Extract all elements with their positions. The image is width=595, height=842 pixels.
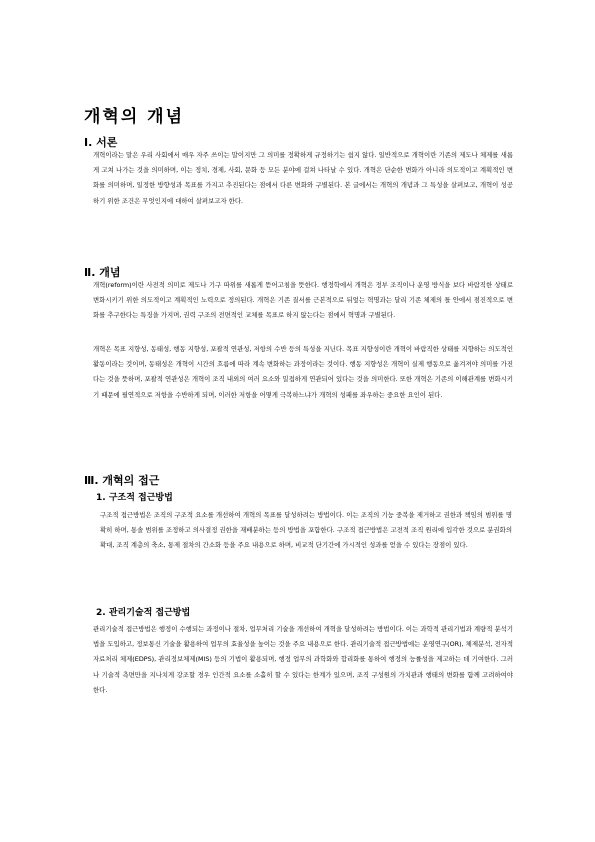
concept-paragraph-1: 개혁(reform)이란 사전적 의미로 제도나 기구 따위를 새롭게 뜯어고침을 뜻한다. 행정학에서 개혁은 정부 조직이나 운영 방식을 보다 바람직한 상태로 변화시키기 위한 의도적이고 계획적인 노력으로 정의된다. 개혁은 기존 질서를 근본적으로 뒤엎는 혁명과는 달리 기존 체제의 틀 안에서 점진적으로 변화를 추구한다는 특징을 가지며, 권력 구조의 전면적인 교체를 목표로 하지 않는다는 점에서 혁명과 구별된다. [93,281,513,320]
section-heading-introduction: Ⅰ. 서론 [84,136,118,149]
subsection-heading-managerial: 2. 관리기술적 접근방법 [96,608,191,618]
managerial-approach-paragraph: 관리기술적 접근방법은 행정이 수행되는 과정이나 절차, 업무처리 기술을 개선하여 개혁을 달성하려는 방법이다. 이는 과학적 관리기법과 계량적 분석기법을 도입하고, 정보통신 기술을 활용하여 업무의 효율성을 높이는 것을 주요 내용으로 한다. 관리기술적 접근방법에는 운영연구(OR), 체제분석, 전자적 자료처리 체제(EDPS), 관리정보체제(MIS) 등의 기법이 활용되며, 행정 업무의 과학화와 합리화를 통하여 행정의 능률성을 제고하는 데 기여한다. 그러나 기술적 측면만을 지나치게 강조할 경우 인간적 요소를 소홀히 할 수 있다는 한계가 있으며, 조직 구성원의 가치관과 행태의 변화를 함께 고려하여야 한다. [93,625,513,694]
section-heading-concept: Ⅱ. 개념 [84,266,121,279]
subsection-heading-structural: 1. 구조적 접근방법 [96,493,173,503]
introduction-paragraph: 개혁이라는 말은 우리 사회에서 매우 자주 쓰이는 말이지만 그 의미를 정확하게 규정하기는 쉽지 않다. 일반적으로 개혁이란 기존의 제도나 체제를 새롭게 고쳐 나가는 것을 의미하며, 이는 정치, 경제, 사회, 문화 등 모든 분야에 걸쳐 나타날 수 있다. 개혁은 단순한 변화가 아니라 의도적이고 계획적인 변화를 의미하며, 일정한 방향성과 목표를 가지고 추진된다는 점에서 다른 변화와 구별된다. 본 글에서는 개혁의 개념과 그 특성을 살펴보고, 개혁이 성공하기 위한 조건은 무엇인지에 대하여 살펴보고자 한다. [93,151,513,205]
section-heading-approach: Ⅲ. 개혁의 접근 [84,474,160,487]
structural-approach-paragraph: 구조적 접근방법은 조직의 구조적 요소를 개선하여 개혁의 목표를 달성하려는 방법이다. 이는 조직의 기능 중복을 제거하고 권한과 책임의 범위를 명확히 하며, 통솔 범위를 조정하고 의사결정 권한을 재배분하는 등의 방법을 포함한다. 구조적 접근방법은 고전적 조직 원리에 입각한 것으로 분권화의 확대, 조직 계층의 축소, 통제 절차의 간소화 등을 주요 내용으로 하며, 비교적 단기간에 가시적인 성과를 얻을 수 있다는 장점이 있다. [100,511,512,550]
document-title: 개혁의 개념 [84,107,185,127]
concept-paragraph-2: 개혁은 목표 지향성, 동태성, 행동 지향성, 포괄적 연관성, 저항의 수반 등의 특성을 지닌다. 목표 지향성이란 개혁이 바람직한 상태를 지향하는 의도적인 활동이라는 것이며, 동태성은 개혁이 시간의 흐름에 따라 계속 변화하는 과정이라는 것이다. 행동 지향성은 개혁이 실제 행동으로 옮겨져야 의미를 가진다는 것을 뜻하며, 포괄적 연관성은 개혁이 조직 내외의 여러 요소와 밀접하게 연관되어 있다는 것을 의미한다. 또한 개혁은 기존의 이해관계를 변화시키기 때문에 필연적으로 저항을 수반하게 되며, 이러한 저항을 어떻게 극복하느냐가 개혁의 성패를 좌우하는 중요한 요인이 된다. [93,345,513,399]
